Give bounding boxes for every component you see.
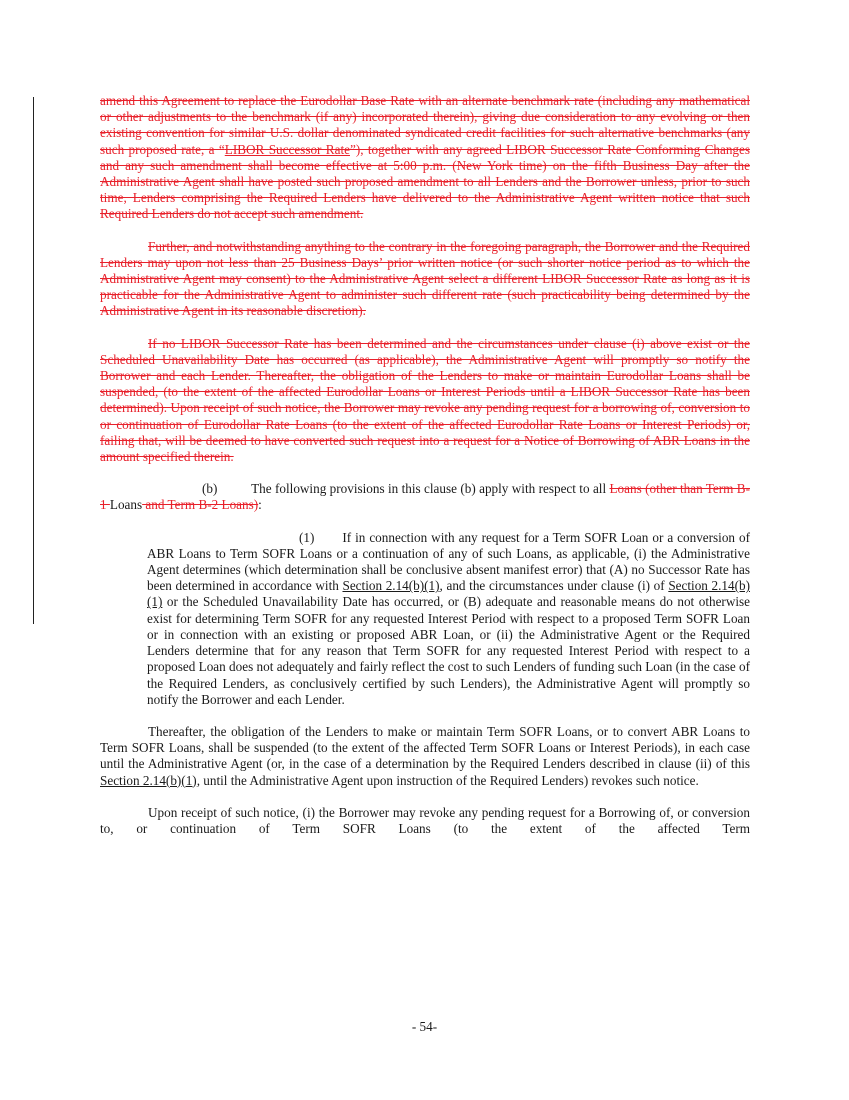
deleted-defined-term: LIBOR Successor Rate bbox=[224, 141, 350, 157]
deleted-paragraph-3: If no LIBOR Successor Rate has been determined and the circumstances under clause (i) above exist or the Scheduled Unavailability Date has occurred (as applicable), the Administrative Agent will promptly so notify the Borrower and each Lender. Thereafter, the obligation of the Lenders to make or maintain Eurodollar Loans shall be suspended, (to the extent of the affected Eurodollar Loans or Interest Periods until a LIBOR Successor Rate has been determined). Upon receipt of such notice, the Borrower may revoke any pending request for a borrowing of, conversion to or continuation of Eurodollar Rate Loans (to the extent of the affected Eurodollar Rate Loans or Interest Periods) or, failing that, will be deemed to have converted such request into a request for a Notice of Borrowing of ABR Loans in the amount specified therein. bbox=[100, 335, 750, 465]
deleted-paragraph-1: amend this Agreement to replace the Eurodollar Base Rate with an alternate benchmark rate (including any mathematical or other adjustments to the benchmark (if any) incorporated therein), giving due consideration to any evolving or then existing convention for similar U.S. dollar denominated syndicated credit facilities for such alternative benchmarks (any such proposed rate, a “LIBOR Successor Rate”), together with any agreed LIBOR Successor Rate Conforming Changes and any such amendment shall become effective at 5:00 p.m. (New York time) on the fifth Business Day after the Administrative Agent shall have posted such proposed amendment to all Lenders and the Borrower unless, prior to such time, Lenders comprising the Required Lenders have delivered to the Administrative Agent written notice that such Required Lenders do not accept such amendment. bbox=[100, 93, 750, 222]
section-reference: Section 2.14(b)(1) bbox=[147, 578, 750, 610]
page-number: - 54- bbox=[411, 1019, 438, 1034]
section-reference: Section 2.14(b)(1) bbox=[342, 578, 440, 594]
clause-1-label: (1) bbox=[299, 529, 315, 545]
clause-b-1: (1) If in connection with any request for a Term SOFR Loan or a conversion of ABR Loans to Term SOFR Loans or a continuation of any of such Loans, as applicable, (i) the Administrative Agent determines (which determination shall be conclusive absent manifest error) that (A) no Successor Rate has been determined in accordance with Section 2.14(b)(1), and the circumstances under clause (i) of Section 2.14(b)(1) or the Scheduled Unavailability Date has occurred, or (B) adequate and reasonable means do not otherwise exist for determining Term SOFR for any requested Interest Period with respect to a proposed Term SOFR Loan or in connection with an existing or proposed ABR Loan, or (ii) the Administrative Agent or the Required Lenders determine that for any reason that Term SOFR for any requested Interest Period with respect to a proposed Loan does not adequately and fairly reflect the cost to such Lenders of funding such Loan (in the case of the Required Lenders, as conclusively certified by such Lenders), the Administrative Agent will promptly so notify the Borrower and each Lender. bbox=[147, 529, 750, 707]
paragraph-thereafter: Thereafter, the obligation of the Lenders to make or maintain Term SOFR Loans, or to convert ABR Loans to Term SOFR Loans, shall be suspended (to the extent of the affected Term SOFR Loans or Interest Periods), in each case until the Administrative Agent (or, in the case of a determination by the Required Lenders described in clause (ii) of this Section 2.14(b)(1), until the Administrative Agent upon instruction of the Required Lenders) revokes such notice. bbox=[100, 723, 750, 788]
document-page bbox=[100, 93, 750, 837]
revision-change-bar bbox=[33, 97, 34, 624]
deleted-text: Loans (other than Term B-1 bbox=[100, 481, 750, 513]
paragraph-upon-receipt: Upon receipt of such notice, (i) the Borrower may revoke any pending request for a Borrowing of, or conversion to, or continuation of Term SOFR Loans (to the extent of the affected Term bbox=[100, 804, 750, 836]
deleted-text: and Term B-2 Loans) bbox=[142, 497, 259, 513]
section-reference: Section 2.14(b)(1) bbox=[100, 772, 197, 788]
deleted-paragraph-2: Further, and notwithstanding anything to the contrary in the foregoing paragraph, the Borrower and the Required Lenders may upon not less than 25 Business Days’ prior written notice (or such shorter notice period as to which the Administrative Agent may consent) to the Administrative Agent select a different LIBOR Successor Rate as long as it is practicable for the Administrative Agent to administer such different rate (such practicability being determined by the Administrative Agent in its reasonable discretion). bbox=[100, 238, 750, 319]
clause-b-label: (b) bbox=[202, 481, 218, 497]
clause-b: (b) The following provisions in this clause (b) apply with respect to all Loans (other than Term B-1 Loans and Term B-2 Loans): bbox=[100, 481, 750, 513]
